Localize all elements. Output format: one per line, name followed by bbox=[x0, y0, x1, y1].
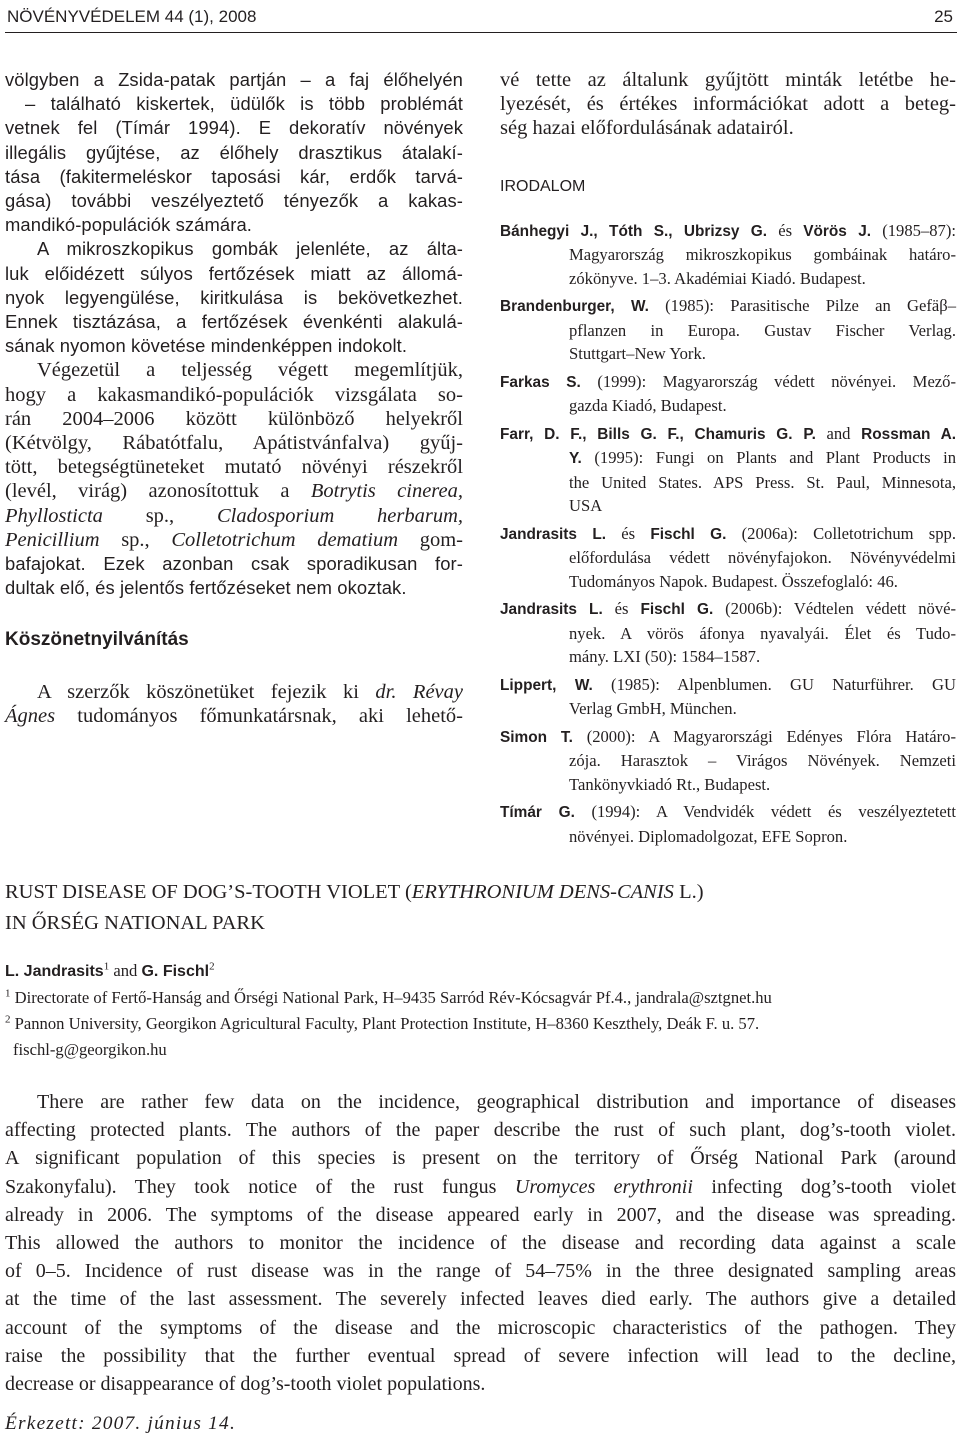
text-span: infecting dog’s-tooth violet bbox=[711, 1175, 957, 1198]
text-span: (1994): A Vendvidék védett és veszélyeztetett bbox=[591, 802, 956, 822]
reference-authors: Brandenburger, W. bbox=[500, 298, 649, 316]
text-span: Szakonyfalu). They took notice of the rust fungus bbox=[5, 1175, 497, 1198]
text-line bbox=[5, 479, 463, 503]
received-date: Érkezett: 2007. június 14. bbox=[5, 1413, 237, 1434]
reference-line: növényei. Diplomadolgozat, EFE Sopron. bbox=[569, 826, 848, 846]
reference-line: USA bbox=[569, 496, 603, 516]
reference-line bbox=[500, 219, 956, 244]
text-line: Végezetül a teljesség végett megemlítjük, bbox=[37, 359, 463, 382]
species-name: Uromyces erythronii bbox=[514, 1175, 693, 1198]
affiliation-mark: 2 bbox=[209, 960, 215, 973]
reference-line: zókönyve. 1–3. Akadémiai Kiadó. Budapest. bbox=[569, 268, 866, 288]
text-line: luk előidézett súlyos fertőzések miatt az állomá- bbox=[5, 262, 463, 284]
reference-line: Tankönyvkiadó Rt., Budapest. bbox=[569, 774, 771, 794]
abstract-line: at the time of the last assessment. The severely infected leaves died early. The authors give a detailed bbox=[5, 1288, 956, 1311]
text-line: nyok legyengülése, kiritkulása is bekövetkezhet. bbox=[5, 286, 463, 308]
title-line: IN ŐRSÉG NATIONAL PARK bbox=[5, 912, 265, 934]
paragraph-habitat bbox=[5, 68, 463, 237]
text-line bbox=[5, 704, 463, 728]
text-line: illegális gyűjtése, az élőhely drasztikus átalakí- bbox=[5, 141, 463, 163]
text-span: és bbox=[621, 523, 636, 543]
text-span: sp., bbox=[145, 504, 175, 527]
reference-item bbox=[500, 597, 956, 669]
text-line: tött, betegségtüneteket mutató növényi részekről bbox=[5, 456, 463, 479]
reference-line: gazda Kiadó, Budapest. bbox=[569, 396, 727, 416]
affiliation-mark: 1 bbox=[5, 987, 11, 1000]
text-line: Ennek tisztázása, a fertőzések évenkénti alakulá- bbox=[5, 311, 463, 333]
text-line: gása) további veszélyeztető tényezők a kakas- bbox=[5, 190, 463, 212]
text-span: (1985): Parasitische Pilze an Gefäβ– bbox=[665, 296, 956, 316]
reference-authors: Bánhegyi J., Tóth S., Ubrizsy G. bbox=[500, 222, 768, 240]
reference-authors: Tímár G. bbox=[500, 804, 575, 822]
text-span: and bbox=[113, 961, 138, 980]
english-title bbox=[5, 877, 955, 939]
author-name: G. Fischl bbox=[141, 963, 210, 980]
reference-line: mány. LXI (50): 1584–1587. bbox=[569, 647, 761, 667]
text-line: sának nyomon követése mindenképpen indokolt. bbox=[5, 335, 408, 357]
abstract-line: account of the symptoms of the disease and the microscopic characteristics of the pathogen. They bbox=[5, 1316, 956, 1339]
reference-authors: Y. bbox=[569, 450, 582, 468]
affiliation-line: fischl-g@georgikon.hu bbox=[13, 1040, 167, 1059]
species-name: ERYTHRONIUM DENS-CANIS bbox=[411, 881, 674, 903]
journal-name: NÖVÉNYVÉDELEM 44 (1), 2008 bbox=[7, 7, 257, 26]
reference-item bbox=[500, 800, 956, 848]
abstract-line: raise the possibility that the further eventual spread of severe infection will lead to the decline, bbox=[5, 1344, 956, 1367]
text-span: (2006a): Colletotrichum spp. bbox=[741, 523, 956, 543]
reference-authors: Vörös J. bbox=[803, 222, 872, 240]
reference-authors: Lippert, W. bbox=[500, 676, 593, 694]
reference-list bbox=[500, 219, 956, 849]
reference-item bbox=[500, 725, 956, 797]
species-name: Colletotrichum dematium bbox=[171, 528, 399, 551]
text-line: ség hazai előfordulásának adatairól. bbox=[500, 117, 794, 140]
affiliation-mark: 1 bbox=[103, 960, 110, 973]
text-span: (1995): Fungi on Plants and Plant Products in bbox=[594, 448, 956, 468]
text-span: A szerzők köszönetüket fejezik ki bbox=[37, 680, 359, 703]
reference-authors: Simon T. bbox=[500, 728, 573, 746]
reference-line bbox=[500, 725, 956, 750]
reference-line: Tudományos Napok. Budapest. Összefoglaló: 46. bbox=[569, 571, 898, 591]
reference-authors: Farr, D. F., Bills G. F., Chamuris G. P. bbox=[500, 425, 816, 443]
text-span: (1999): Magyarország védett növényei. Mező- bbox=[597, 371, 956, 391]
abstract-line: This allowed the authors to monitor the incidence of the disease and recording data against a scale bbox=[5, 1232, 956, 1255]
text-line: hogy a kakasmandikó-populációk vizsgálata so- bbox=[5, 383, 463, 406]
text-line: völgyben a Zsida-patak partján – a faj élőhelyén bbox=[5, 69, 463, 90]
reference-line: előfordulása védett növényfajokon. Növényvédelmi bbox=[569, 548, 956, 568]
page-number: 25 bbox=[934, 7, 953, 26]
reference-authors: Jandrasits L. bbox=[500, 525, 607, 543]
affiliation-text: Pannon University, Georgikon Agricultural Faculty, Plant Protection Institute, H–8360 Keszthely, Deák F. u. 57. bbox=[14, 1014, 760, 1033]
reference-authors: Fischl G. bbox=[640, 601, 714, 619]
species-name: Penicillium bbox=[5, 528, 100, 551]
affiliation-line bbox=[5, 1011, 955, 1037]
reference-item bbox=[500, 370, 956, 418]
running-header bbox=[5, 4, 957, 33]
reference-item bbox=[500, 219, 956, 291]
abstract-line: affecting protected plants. The authors of the paper describe the rust of such plant, dog’s-tooth violet. bbox=[5, 1119, 956, 1142]
reference-line: pflanzen in Europa. Gustav Fischer Verlag. bbox=[569, 320, 956, 340]
paragraph-fungi bbox=[5, 237, 463, 358]
section-heading-acknowledgements: Köszönetnyilvánítás bbox=[5, 629, 189, 651]
text-line: A mikroszkopikus gombák jelenléte, az álta- bbox=[37, 238, 463, 260]
reference-line: zója. Harasztok – Virágos Növények. Nemzeti bbox=[569, 751, 956, 771]
species-name: Botrytis cinerea, bbox=[310, 480, 463, 503]
text-span: (2006b): Védtelen védett növé- bbox=[725, 599, 957, 619]
text-span: and bbox=[826, 423, 851, 443]
text-line: mandikó-populációk számára. bbox=[5, 214, 253, 236]
text-span: és bbox=[778, 220, 793, 240]
reference-line bbox=[500, 370, 956, 395]
text-line: tása (fakitermeléskor taposási kár, erdők tarvá- bbox=[5, 165, 463, 187]
title-line bbox=[5, 877, 955, 908]
reference-line bbox=[500, 294, 956, 319]
reference-item bbox=[500, 673, 956, 721]
abstract-line: There are rather few data on the incidence, geographical distribution and importance of diseases bbox=[37, 1091, 956, 1113]
author-line bbox=[5, 958, 955, 985]
reference-item bbox=[500, 522, 956, 594]
reference-line bbox=[500, 597, 956, 622]
text-line: bafajokat. Ezek azonban csak sporadikusan for- bbox=[5, 553, 463, 575]
reference-item bbox=[500, 422, 956, 518]
reference-line bbox=[500, 522, 956, 547]
text-span: (2000): A Magyarországi Edényes Flóra Határo- bbox=[586, 726, 956, 746]
reference-line bbox=[569, 446, 956, 471]
abstract-line: already in 2006. The symptoms of the disease appeared early in 2007, and the disease was spreading. bbox=[5, 1203, 956, 1226]
left-column bbox=[5, 68, 463, 728]
text-line bbox=[5, 528, 463, 552]
abstract-line: A significant population of this species is present on the territory of Őrség National Park (around bbox=[5, 1147, 956, 1170]
species-name: Cladosporium herbarum, bbox=[216, 504, 464, 527]
text-line: vetnek fel (Tímár 1994). E dekoratív növények bbox=[5, 117, 463, 139]
abstract-line: decrease or disappearance of dog’s-tooth violet populations. bbox=[5, 1373, 486, 1396]
text-line: lyezését, és értékes információkat adott a beteg- bbox=[500, 93, 956, 116]
text-span: sp., bbox=[121, 528, 150, 551]
paragraph-survey bbox=[5, 358, 463, 600]
text-span: RUST DISEASE OF DOG’S-TOOTH VIOLET ( bbox=[5, 881, 412, 903]
author-name: L. Jandrasits bbox=[5, 963, 104, 980]
reference-line: nyek. A vörös áfonya nyavalyái. Élet és Tudo- bbox=[569, 623, 956, 643]
text-line bbox=[5, 680, 463, 704]
reference-line: Magyarország mikroszkopikus gombáinak határo- bbox=[569, 245, 956, 265]
reference-line bbox=[500, 800, 956, 825]
reference-line bbox=[500, 673, 956, 698]
text-line: rán 2004–2006 között különböző helyekről bbox=[5, 407, 463, 430]
person-name: Ágnes bbox=[5, 704, 56, 727]
text-span: gom- bbox=[419, 528, 464, 551]
abstract-line bbox=[5, 1173, 956, 1201]
right-column bbox=[500, 68, 956, 848]
text-line: dultak elő, és jelentős fertőzéseket nem okoztak. bbox=[5, 577, 407, 599]
reference-item bbox=[500, 294, 956, 366]
reference-authors: Rossman A. bbox=[861, 425, 956, 443]
person-name: dr. Révay bbox=[375, 680, 464, 703]
reference-authors: Farkas S. bbox=[500, 373, 581, 391]
text-span: (1985–87): bbox=[882, 220, 956, 240]
reference-line: the United States. APS Press. St. Paul, Minnesota, bbox=[569, 472, 956, 492]
text-span: (1985): Alpenblumen. GU Naturführer. GU bbox=[611, 674, 956, 694]
reference-authors: Jandrasits L. bbox=[500, 601, 603, 619]
affiliation-line bbox=[5, 985, 955, 1011]
text-line: vé tette az általunk gyűjtött minták letétbe he- bbox=[500, 69, 956, 91]
affiliation-text: Directorate of Fertő-Hanság and Őrségi National Park, H–9435 Sarród Rév-Kócsagvár Pf.4., jandrala@sztgnet.hu bbox=[14, 988, 772, 1007]
section-heading-references: IRODALOM bbox=[500, 177, 586, 195]
affiliation-mark: 2 bbox=[5, 1013, 11, 1026]
paragraph-acknowledgements bbox=[5, 680, 463, 728]
reference-line bbox=[500, 422, 956, 447]
abstract-line: of 0–5. Incidence of rust disease was in the range of 54–75% in the three designated sampling areas bbox=[5, 1260, 956, 1283]
abstract bbox=[5, 1088, 956, 1398]
reference-line: Verlag GmbH, München. bbox=[569, 699, 737, 719]
text-span: tudományos főmunkatársnak, aki lehető- bbox=[77, 704, 464, 727]
reference-authors: Fischl G. bbox=[650, 525, 727, 543]
text-line: (Kétvölgy, Rábatótfalu, Apátistvánfalva) gyűj- bbox=[5, 432, 463, 455]
text-line bbox=[5, 504, 463, 528]
text-span: L.) bbox=[679, 881, 704, 903]
paragraph-acknowledgements-cont bbox=[500, 68, 956, 141]
text-span: és bbox=[614, 599, 629, 619]
text-span: (levél, virág) azonosítottuk a bbox=[5, 480, 290, 503]
author-block bbox=[5, 958, 955, 1063]
text-line: – található kiskertek, üdülők is több problémát bbox=[25, 93, 463, 115]
species-name: Phyllosticta bbox=[5, 504, 103, 527]
reference-line: Stuttgart–New York. bbox=[569, 344, 706, 364]
